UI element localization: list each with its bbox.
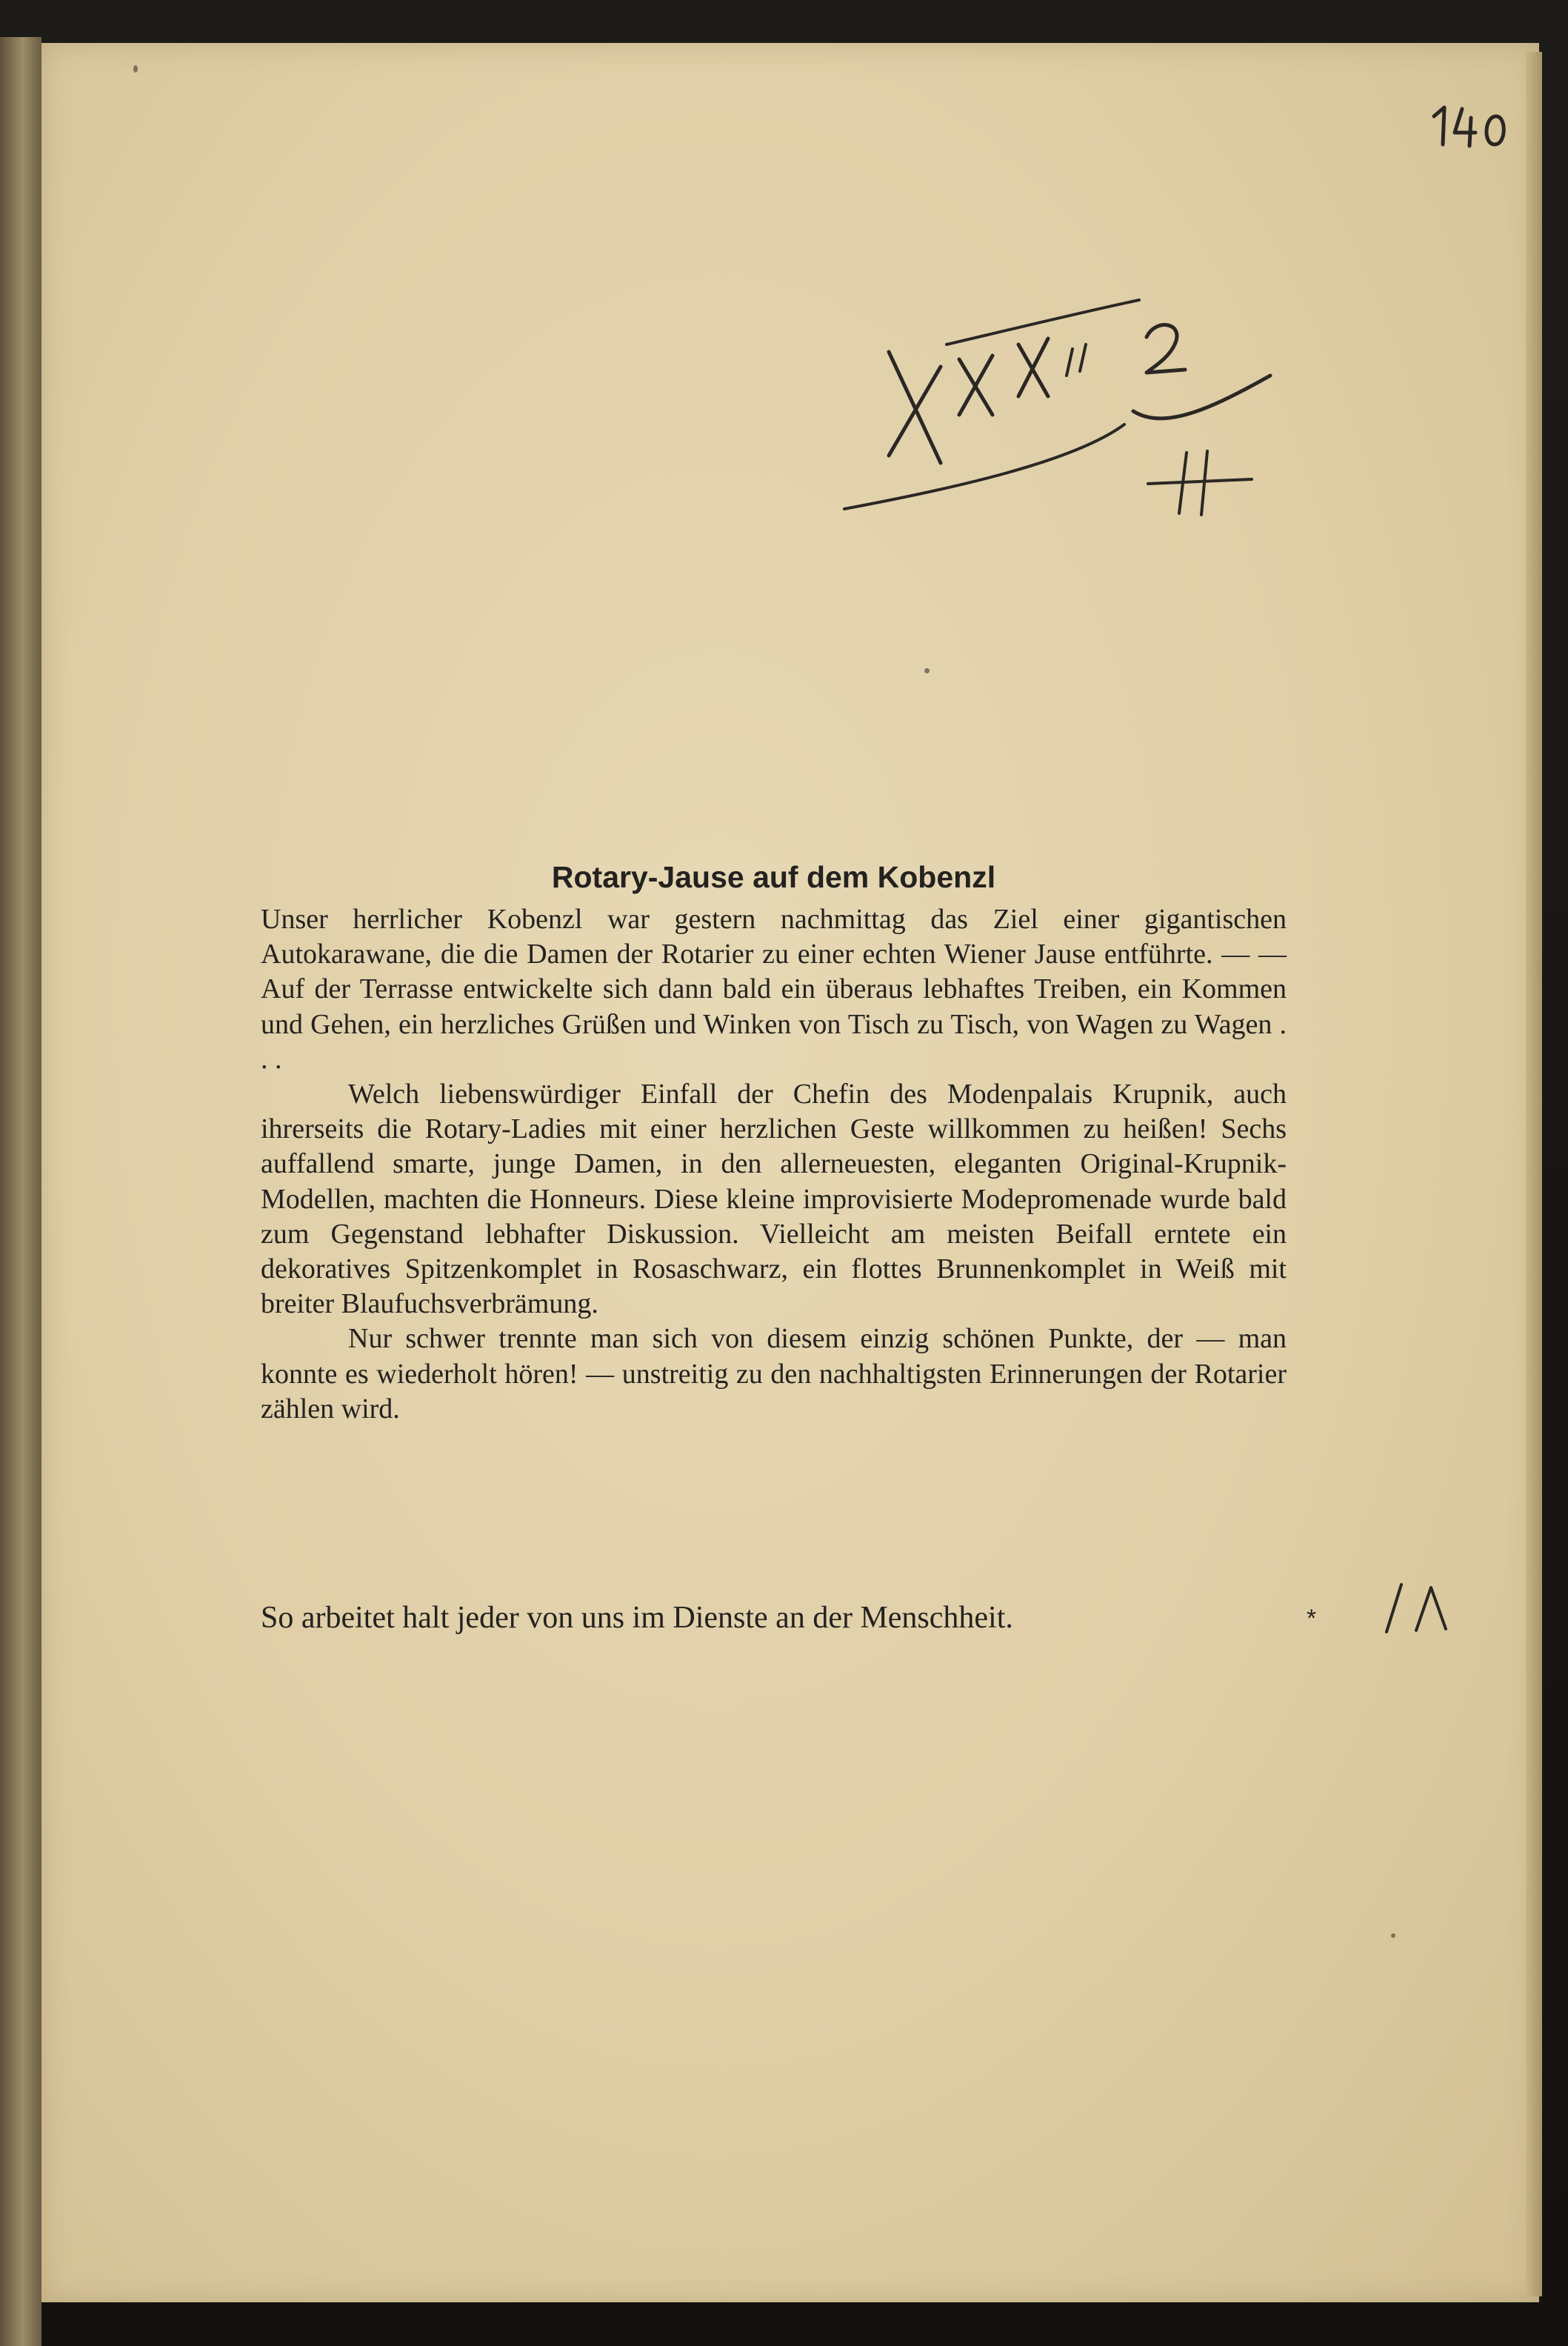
folio-number-handwritten [1429,100,1511,152]
side-mark-handwritten [1378,1574,1459,1641]
newspaper-article [261,858,1287,1427]
archive-signature-handwritten [837,293,1281,522]
article-body [261,902,1287,1427]
asterisk-mark: * [1307,1604,1317,1633]
article-title: Rotary-Jause auf dem Kobenzl [551,860,996,894]
dust-speck [133,65,138,73]
closing-line: So arbeitet halt jeder von uns im Dienste an der Menschheit. [261,1601,1013,1635]
article-paragraph: Unser herrlicher Kobenzl war gestern nachmittag das Ziel einer gigantischen Autokarawane, die die Damen der Rotarier zu einer echten Wiener Jause entführte. — — Auf der Terrasse entwickelte sich dann bald ein überaus lebhaftes Treiben, ein Kommen und Gehen, ein herzliches Grüßen und Winken von Tisch zu Tisch, von Wagen zu Wagen . . . [261,904,1287,1075]
dust-speck [924,668,930,673]
dust-speck [1391,1933,1395,1938]
sheet-edge [1526,52,1542,2296]
article-paragraph: Nur schwer trennte man sich von diesem einzig schönen Punkte, der — man konnte es wiederholt hören! — unstreitig zu den nachhaltigsten Erinnerungen der Rotarier zählen wird. [261,1323,1287,1424]
adjacent-page-edge [0,37,41,2346]
article-paragraph: Welch liebenswürdiger Einfall der Chefin des Modenpalais Krupnik, auch ihrerseits die Rotary-Ladies mit einer herzlichen Geste willkommen zu heißen! Sechs auffallend smarte, junge Damen, in den allerneuesten, eleganten Original-Krupnik-Modellen, machten die Honneurs. Diese kleine improvisierte Modepromenade wurde bald zum Gegenstand lebhafter Diskussion. Vielleicht am meisten Beifall erntete ein dekoratives Spitzenkomplet in Rosaschwarz, ein flottes Brunnenkomplet in Weiß mit breiter Blaufuchsverbrämung. [261,1079,1287,1320]
